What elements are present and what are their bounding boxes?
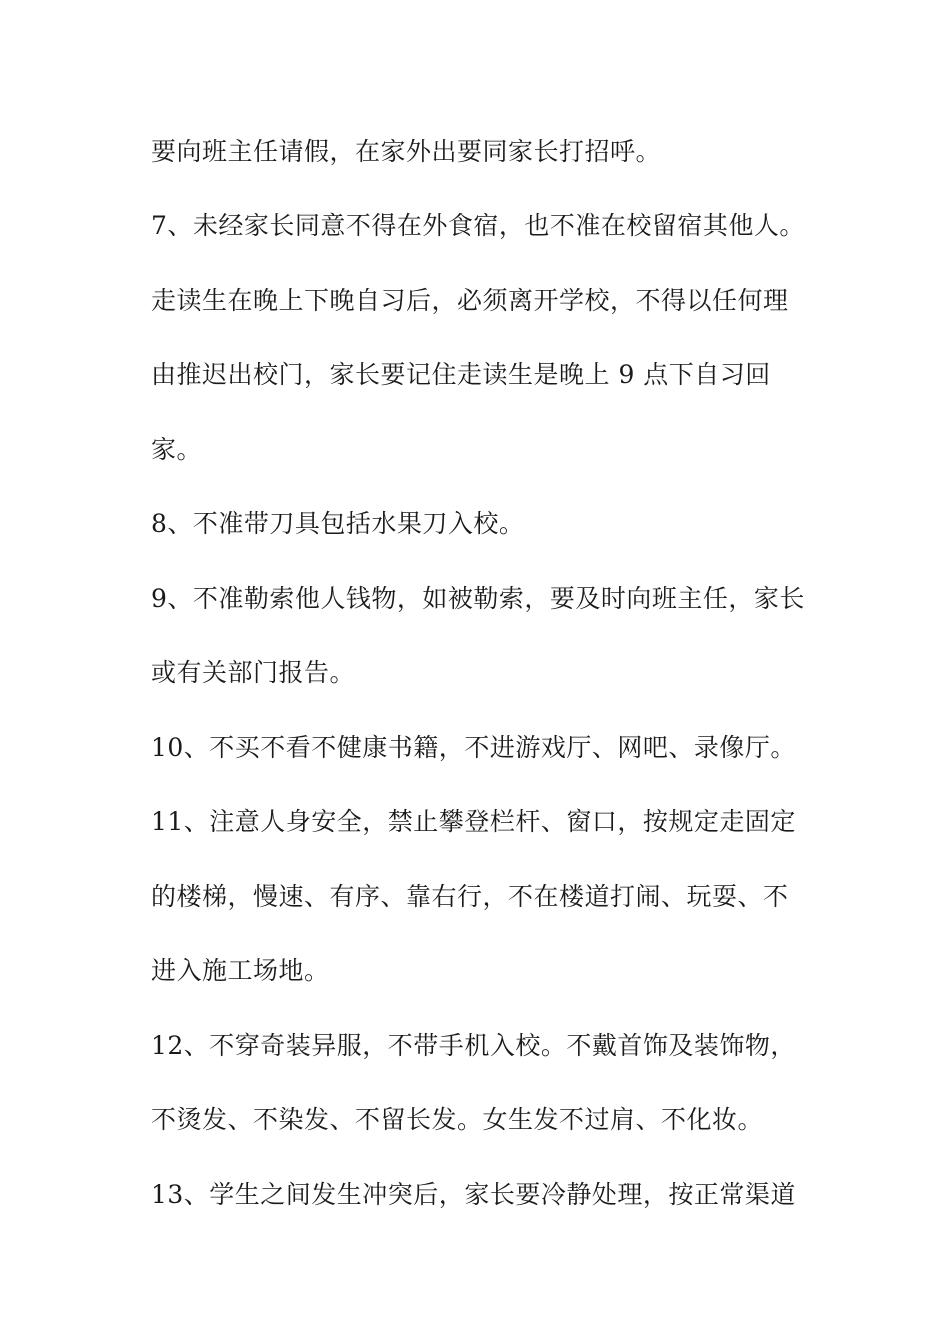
text-line: 12、不穿奇装异服，不带手机入校。不戴首饰及装饰物， [151, 1031, 796, 1060]
text-line: 由推迟出校门，家长要记住走读生是晚上 9 点下自习回 [151, 360, 771, 389]
text-line: 10、不买不看不健康书籍，不进游戏厅、网吧、录像厅。 [151, 733, 796, 762]
text-line: 进入施工场地。 [151, 956, 330, 985]
text-line: 7、未经家长同意不得在外食宿，也不准在校留宿其他人。 [151, 211, 805, 240]
text-line: 要向班主任请假，在家外出要同家长打招呼。 [151, 137, 662, 166]
text-line: 的楼梯，慢速、有序、靠右行，不在楼道打闹、玩耍、不 [151, 882, 789, 911]
text-line: 不烫发、不染发、不留长发。女生发不过肩、不化妆。 [151, 1105, 764, 1134]
text-line: 13、学生之间发生冲突后，家长要冷静处理，按正常渠道 [151, 1180, 796, 1209]
text-line: 11、注意人身安全，禁止攀登栏杆、窗口，按规定走固定 [151, 807, 796, 836]
text-line: 或有关部门报告。 [151, 658, 356, 687]
text-line: 8、不准带刀具包括水果刀入校。 [151, 509, 525, 538]
text-line: 走读生在晚上下晚自习后，必须离开学校，不得以任何理 [151, 286, 789, 315]
text-line: 家。 [151, 435, 203, 464]
text-line: 9、不准勒索他人钱物，如被勒索，要及时向班主任，家长 [151, 584, 805, 613]
